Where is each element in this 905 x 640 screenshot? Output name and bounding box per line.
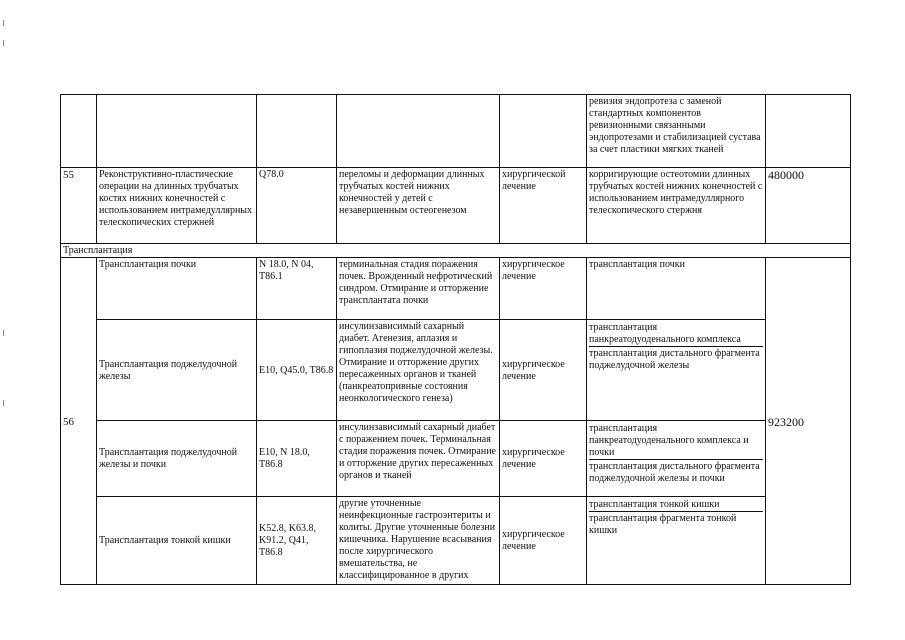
method-item: трансплантация дистального фрагмента поджелудочной железы и почки	[589, 461, 760, 484]
patient-model-cell: другие уточненные неинфекционные гастроэнтериты и колиты. Другие уточненные болезни кишечника. Нарушение всасывания после хирургического вмешательства, не классифицированное в других	[337, 497, 500, 585]
treatment-method-cell	[587, 497, 766, 585]
cell-empty	[257, 95, 337, 168]
method-item: трансплантация панкреатодуоденального комплекса	[589, 320, 763, 347]
treatment-method-cell: ревизия эндопротеза с заменой стандартных компонентов ревизионными связанными эндопротезами и стабилизацией сустава за счет пластики мягких тканей	[587, 95, 766, 168]
scan-edge-mark	[3, 20, 4, 26]
service-name-cell: Трансплантация поджелудочной железы и почки	[97, 421, 257, 497]
scan-edge-mark	[3, 400, 4, 406]
table-row-continued	[61, 95, 851, 168]
section-title: Трансплантация	[61, 244, 851, 258]
method-list	[589, 320, 763, 372]
table-row-56-intestine	[61, 497, 851, 585]
cell-empty	[337, 95, 500, 168]
method-item: трансплантация тонкой кишки	[589, 497, 763, 512]
patient-model-cell: переломы и деформации длинных трубчатых костей нижних конечностей у детей с незавершенным остеогенезом	[337, 168, 500, 244]
scan-edge-mark	[3, 330, 4, 336]
section-row	[61, 244, 851, 258]
table-row-56-kidney	[61, 258, 851, 320]
treatment-type-cell: хирургическое лечение	[500, 320, 587, 421]
service-name-cell: Реконструктивно-пластические операции на длинных трубчатых костях нижних конечностей с использованием интрамедуллярных телескопических стержней	[97, 168, 257, 244]
scan-edge-mark	[3, 40, 4, 46]
table-row-55	[61, 168, 851, 244]
cell-empty	[97, 95, 257, 168]
row-number: 56	[61, 258, 97, 585]
icd-codes-cell: K52.8, K63.8, K91.2, Q41, T86.8	[257, 497, 337, 585]
cell-empty	[61, 95, 97, 168]
treatment-type-cell: хирургической лечение	[500, 168, 587, 244]
treatment-method-cell	[587, 320, 766, 421]
table-row-56-pancreas-kidney	[61, 421, 851, 497]
treatment-type-cell: хирургическое лечение	[500, 421, 587, 497]
cost-cell: 480000	[766, 168, 851, 244]
method-item: трансплантация панкреатодуоденального комплекса и почки	[589, 421, 763, 460]
service-name-cell: Трансплантация тонкой кишки	[97, 497, 257, 585]
treatment-type-cell: хирургическое лечение	[500, 258, 587, 320]
patient-model-cell: инсулинзависимый сахарный диабет. Агенезия, аплазия и гипоплазия поджелудочной железы. Отмирание и отторжение других пересаженных органов и тканей (панкреатопривные состояния неонкологического генеза)	[337, 320, 500, 421]
treatment-type-cell: хирургическое лечение	[500, 497, 587, 585]
treatment-method-cell: корригирующие остеотомии длинных трубчатых костей нижних конечностей с использованием интрамедуллярного телескопического стержня	[587, 168, 766, 244]
method-item: трансплантация дистального фрагмента поджелудочной железы	[589, 348, 760, 371]
patient-model-cell: терминальная стадия поражения почек. Врожденный нефротический синдром. Отмирание и отторжение трансплантата почки	[337, 258, 500, 320]
patient-model-cell: инсулинзависимый сахарный диабет с поражением почек. Терминальная стадия поражения почек. Отмирание и отторжение других пересаженных органов и тканей	[337, 421, 500, 497]
services-table	[60, 94, 851, 585]
method-list	[589, 497, 763, 537]
icd-codes-cell: E10, Q45.0, T86.8	[257, 320, 337, 421]
service-name-cell: Трансплантация поджелудочной железы	[97, 320, 257, 421]
service-name-cell: Трансплантация почки	[97, 258, 257, 320]
icd-codes-cell: E10, N 18.0, T86.8	[257, 421, 337, 497]
treatment-method-cell: трансплантация почки	[587, 258, 766, 320]
method-list	[589, 421, 763, 485]
method-item: трансплантация фрагмента тонкой кишки	[589, 513, 737, 536]
table-row-56-pancreas	[61, 320, 851, 421]
row-number: 55	[61, 168, 97, 244]
treatment-method-cell	[587, 421, 766, 497]
cell-empty	[500, 95, 587, 168]
cost-cell: 923200	[766, 258, 851, 585]
icd-codes-cell: Q78.0	[257, 168, 337, 244]
icd-codes-cell: N 18.0, N 04, T86.1	[257, 258, 337, 320]
cell-empty	[766, 95, 851, 168]
